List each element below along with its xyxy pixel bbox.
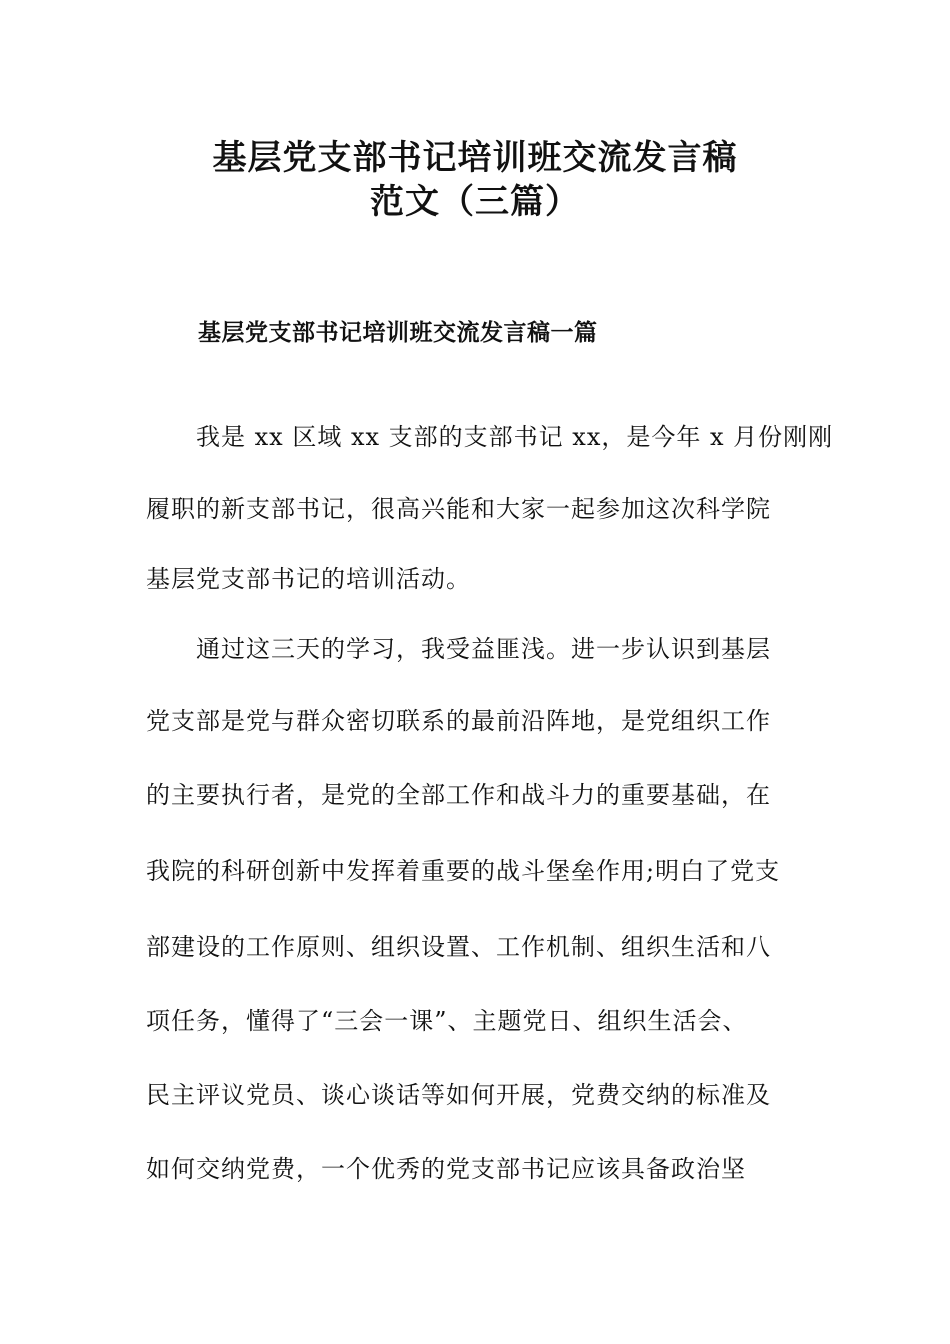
paragraph-1-line-3: 基层党支部书记的培训活动。 <box>146 565 471 593</box>
paragraph-1-line-2: 履职的新支部书记，很高兴能和大家一起参加这次科学院 <box>146 495 771 523</box>
paragraph-2-line-6: 项任务，懂得了“三会一课”、主题党日、组织生活会、 <box>146 1007 748 1035</box>
paragraph-2-line-8: 如何交纳党费，一个优秀的党支部书记应该具备政治坚 <box>146 1155 746 1183</box>
paragraph-2-line-3: 的主要执行者，是党的全部工作和战斗力的重要基础，在 <box>146 781 771 809</box>
document-title-line-2: 范文（三篇） <box>370 182 580 222</box>
paragraph-2-line-7: 民主评议党员、谈心谈话等如何开展，党费交纳的标准及 <box>146 1081 771 1109</box>
paragraph-2-line-5: 部建设的工作原则、组织设置、工作机制、组织生活和八 <box>146 933 771 961</box>
paragraph-1-line-1: 我是 xx 区域 xx 支部的支部书记 xx，是今年 x 月份刚刚 <box>196 423 834 451</box>
section-heading: 基层党支部书记培训班交流发言稿一篇 <box>198 320 598 346</box>
paragraph-2-line-2: 党支部是党与群众密切联系的最前沿阵地，是党组织工作 <box>146 707 771 735</box>
paragraph-2-line-1: 通过这三天的学习，我受益匪浅。进一步认识到基层 <box>196 635 771 663</box>
document-title-line-1: 基层党支部书记培训班交流发言稿 <box>212 138 738 178</box>
paragraph-2-line-4: 我院的科研创新中发挥着重要的战斗堡垒作用;明白了党支 <box>146 857 781 885</box>
